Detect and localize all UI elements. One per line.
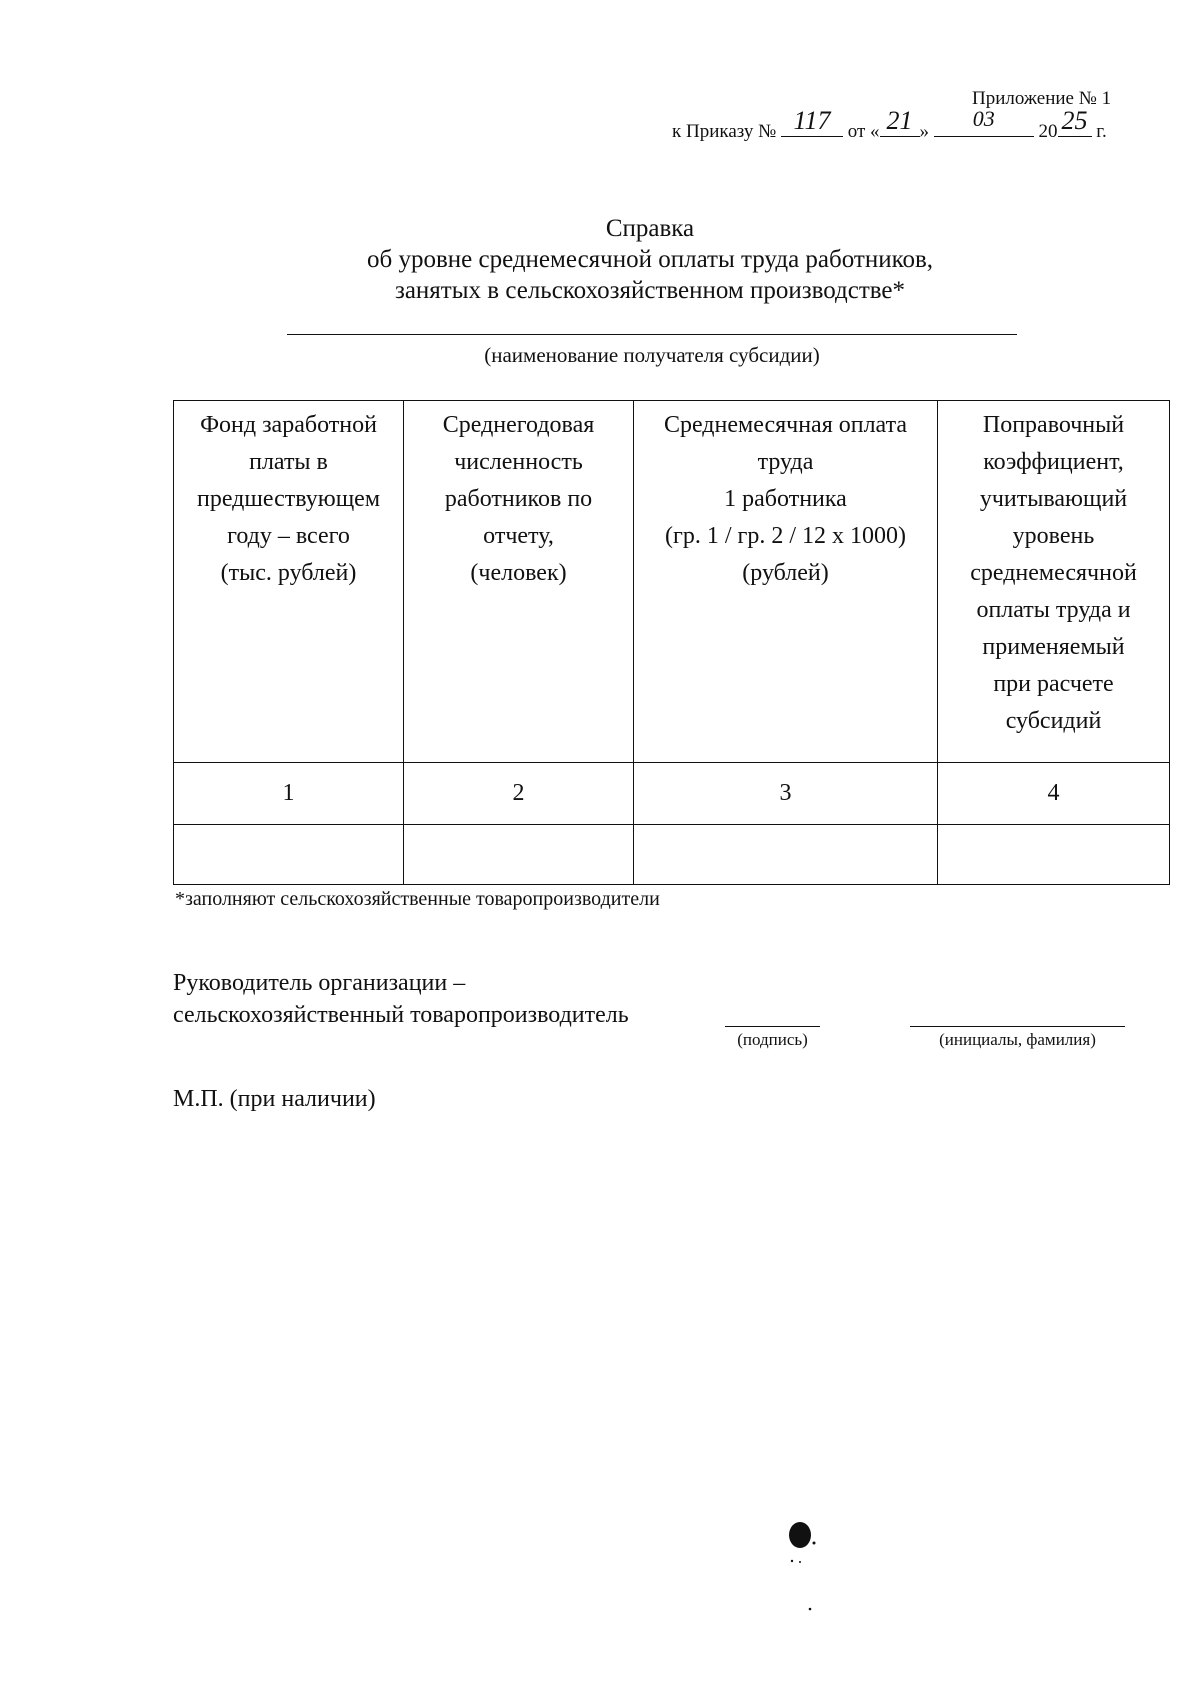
ink-blot bbox=[786, 1521, 826, 1621]
recipient-name-line bbox=[287, 334, 1017, 335]
data-cell-1 bbox=[174, 825, 404, 885]
column-number-row bbox=[174, 763, 1170, 825]
data-cell-3 bbox=[634, 825, 938, 885]
year-prefix: 20 bbox=[1038, 121, 1058, 142]
name-line bbox=[910, 1026, 1125, 1027]
order-reference bbox=[672, 106, 1107, 143]
date-close: » bbox=[919, 121, 930, 142]
year-suffix: 25 bbox=[1061, 106, 1088, 135]
column-header-4: Поправочный коэффициент, учитывающий уровень среднемесячной оплаты труда и применяемый при расчете субсидий bbox=[938, 401, 1170, 763]
date-month: 03 bbox=[972, 106, 995, 131]
appendix-label: Приложение № 1 bbox=[972, 88, 1112, 109]
recipient-caption: (наименование получателя субсидии) bbox=[484, 343, 820, 367]
column-header-3: Среднемесячная оплата труда 1 работника (гр. 1 / гр. 2 / 12 х 1000) (рублей) bbox=[634, 401, 938, 763]
salary-table bbox=[173, 400, 1170, 885]
year-end: г. bbox=[1096, 121, 1107, 142]
title-line-1: Справка bbox=[605, 215, 695, 242]
title-line-3: занятых в сельскохозяйственном производстве* bbox=[394, 277, 906, 304]
date-open: от « bbox=[847, 121, 880, 142]
order-prefix: к Приказу № bbox=[672, 121, 777, 142]
year-field bbox=[1058, 106, 1092, 137]
head-label-line-2: сельскохозяйственный товаропроизводитель bbox=[173, 1002, 629, 1028]
column-header-1: Фонд заработной платы в предшествующем году – всего (тыс. рублей) bbox=[174, 401, 404, 763]
stamp-label: М.П. (при наличии) bbox=[173, 1086, 376, 1112]
name-caption: (инициалы, фамилия) bbox=[939, 1030, 1096, 1049]
title-line-2: об уровне среднемесячной оплаты труда работников, bbox=[366, 246, 934, 273]
order-number: 117 bbox=[793, 106, 831, 135]
column-number-3: 3 bbox=[634, 763, 938, 825]
head-label-line-1: Руководитель организации – bbox=[173, 970, 466, 996]
data-cell-2 bbox=[404, 825, 634, 885]
data-cell-4 bbox=[938, 825, 1170, 885]
signature-caption: (подпись) bbox=[737, 1030, 808, 1049]
column-header-2: Среднегодовая численность работников по отчету, (человек) bbox=[404, 401, 634, 763]
table-header-row bbox=[174, 401, 1170, 763]
document-title bbox=[200, 213, 1100, 306]
order-number-field bbox=[781, 106, 843, 137]
date-month-field bbox=[934, 106, 1034, 137]
column-number-1: 1 bbox=[174, 763, 404, 825]
data-row bbox=[174, 825, 1170, 885]
column-number-4: 4 bbox=[938, 763, 1170, 825]
date-day-field bbox=[880, 106, 920, 137]
date-day: 21 bbox=[886, 106, 913, 135]
column-number-2: 2 bbox=[404, 763, 634, 825]
signature-line bbox=[725, 1026, 820, 1027]
footnote: *заполняют сельскохозяйственные товаропроизводители bbox=[175, 888, 660, 910]
